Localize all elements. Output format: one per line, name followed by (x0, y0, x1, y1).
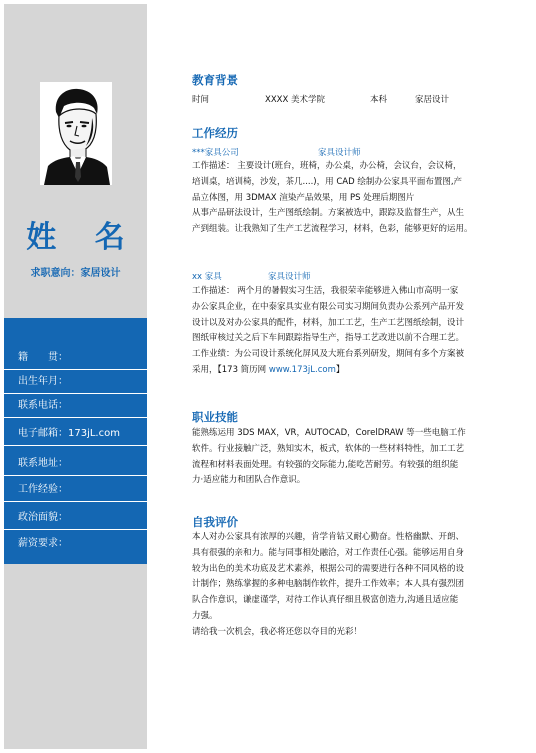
education-school: XXXX 美术学院 (265, 95, 325, 105)
website-link[interactable]: www.173jL.com (268, 364, 336, 375)
job2-line6-end: 】 (335, 364, 345, 375)
job2-line: 工作业绩：为公司设计系统化屏风及大班台系列研发，期间有多个方案被 (192, 349, 465, 360)
job2-line: 图纸审核过关之后下车间跟踪指导生产，指导工艺改进以前不合理工艺。 (192, 333, 465, 344)
self-eval-line: 较为出色的美术功底及艺术素养，根据公司的需要进行各种不同风格的设 (192, 563, 465, 574)
info-native-place: 籍 贯： (4, 346, 147, 370)
skills-line: 流程和材料表面处理。有较强的交际能力,能吃苦耐劳。有较强的组织能 (192, 459, 459, 470)
job1-line: 品立体图，用 3DMAX 渲染产品效果，用 PS 处理后期图片 (192, 192, 415, 203)
skills-heading: 职业技能 (192, 410, 238, 424)
job1-company: ***家具公司 (192, 148, 239, 158)
self-eval-line: 计制作；熟练掌握的多种电脑制作软件，提升工作效率；本人具有强烈团 (192, 579, 465, 590)
info-experience: 工作经验： (4, 478, 147, 502)
skills-text (192, 426, 508, 489)
job1-title: 家具设计师 (318, 148, 361, 158)
job2-line: 办公家具企业，在中泰家具实业有限公司实习期间负责办公系列产品开发 (192, 301, 465, 312)
skills-line: 软件。行业接触广泛，熟知实木，板式，软体的一些材料特性，加工工艺 (192, 443, 465, 454)
info-birth-date: 出生年月： (4, 370, 147, 394)
education-time-label: 时间 (192, 95, 210, 105)
self-eval-line: 具有很强的亲和力。能与同事相处融洽，对工作责任心强。能够运用自身 (192, 547, 465, 558)
job1-line: 产到组装。让我熟知了生产工艺流程学习，材料，色彩，能够更好的运用。 (192, 224, 473, 235)
info-address: 联系地址： (4, 452, 147, 476)
self-eval-heading: 自我评价 (192, 515, 238, 529)
skills-line: 力·适应能力和团队合作意识。 (192, 475, 306, 486)
self-eval-line: 力强。 (192, 610, 218, 621)
job1-description (192, 159, 508, 238)
candidate-name: 姓 名 (26, 220, 139, 255)
job2-company: xx 家具 (192, 272, 222, 282)
job2-line: 设计以及对办公家具的配件，材料，加工工艺，生产工艺图纸绘制，设计 (192, 317, 465, 328)
self-eval-line: 本人对办公家具有浓厚的兴趣，肯学肯钻又耐心勤奋。性格幽默、开朗、 (192, 532, 465, 542)
education-heading: 教育背景 (192, 73, 238, 87)
job1-line: 从事产品研法设计，生产图纸绘制。方案被选中，跟踪及监督生产，从生 (192, 208, 465, 219)
work-heading: 工作经历 (192, 126, 238, 140)
info-political-status: 政治面貌： (4, 506, 147, 530)
info-salary: 薪资要求： (18, 538, 68, 549)
job1-line: 培训桌，培训椅，沙发，茶几....)，用 CAD 绘制办公家具平面布置图,产 (192, 176, 463, 187)
self-eval-text (192, 530, 508, 641)
job2-line (192, 363, 508, 379)
job2-title: 家具设计师 (268, 272, 311, 282)
job-intent: 求职意向：家居设计 (30, 268, 121, 279)
job1-line: 工作描述： 主要设计(班台，班椅，办公桌，办公椅，会议台，会议椅， (192, 161, 462, 171)
personal-info-panel (4, 318, 147, 564)
self-eval-line: 队合作意识，谦虚谨学，对待工作认真仔细且极富创造力,沟通且适应能 (192, 595, 459, 606)
education-degree: 本科 (370, 95, 388, 105)
education-major: 家居设计 (415, 95, 450, 105)
skills-line: 能熟练运用 3DS MAX，VR，AUTOCAD，CorelDRAW 等一些电脑工作 (192, 428, 466, 438)
profile-photo (40, 82, 112, 185)
job2-line6-text: 采用，【173 简历网 (192, 364, 269, 375)
self-eval-line: 请给我一次机会，我必将还您以夺目的光彩！ (192, 626, 363, 637)
job2-line: 工作描述： 两个月的暑假实习生活，我很荣幸能够进入佛山市高明一家 (192, 286, 459, 296)
job2-description (192, 284, 508, 379)
info-email: 电子邮箱：173jL.com (4, 422, 147, 446)
info-phone: 联系电话： (4, 394, 147, 418)
